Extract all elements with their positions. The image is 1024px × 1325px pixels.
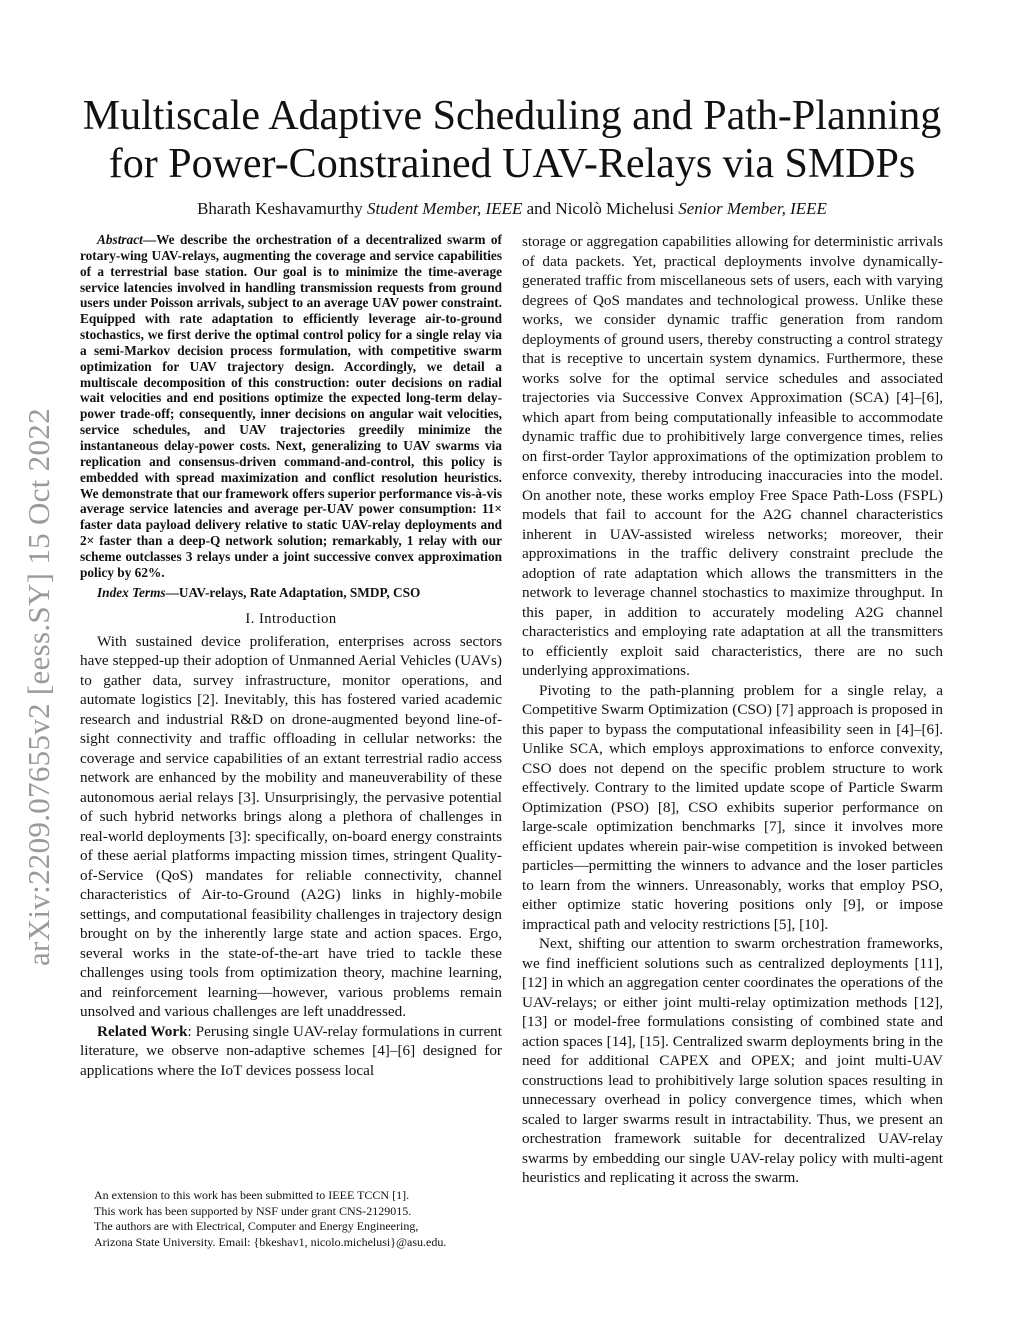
author-1-role: Student Member, IEEE [367, 199, 523, 218]
right-column [522, 232, 943, 1188]
footnotes [80, 1188, 510, 1250]
section-heading-introduction: I. Introduction [245, 610, 337, 627]
footnote-line: Arizona State University. Email: {bkeshav1, nicolo.michelusi}@asu.edu. [94, 1234, 447, 1249]
footnote-line: This work has been supported by NSF under grant CNS-2129015. [94, 1203, 412, 1218]
related-work-paragraph [80, 1022, 502, 1081]
right-paragraph-1: storage or aggregation capabilities allowing for deterministic arrivals of data packets. Yet, practical deployments involve dynamically-generated traffic from miscellaneous sets of users, each with varying degrees of QoS mandates and technological prowess. Unlike these works, we consider dynamic traffic generation from random deployments of ground users, thereby constructing a control strategy that is receptive to uncertain system dynamics. Furthermore, these works solve for the optimal service schedules and associated trajectories via Successive Convex Approximation (SCA) [4]–[6], which apart from being computationally infeasible to accommodate dynamic traffic due to prohibitively large convergence times, relies on first-order Taylor approximations of the optimization problem to enforce convexity, thereby introducing inaccuracies into the model. On another note, these works employ Free Space Path-Loss (FSPL) models that fail to account for the A2G channel characteristics inherent in UAV-assisted wireless networks; moreover, their approximations in the traffic delivery constraint preclude the adoption of rate adaptation which allows the transmitters in the network to leverage channel stochastics to maximize throughput. In this paper, in addition to accurately modeling A2G channel characteristics and employing rate adaptation at all the transmitters to efficiently exploit said characteristics, there are no such underlying approximations. [522, 233, 943, 679]
abstract: Abstract—We describe the orchestration of a decentralized swarm of rotary-wing UAV-relays, augmenting the coverage and service capabilities of a terrestrial base station. Our goal is to minimize the time-average service latencies involved in handling transmission requests from ground users under Poisson arrivals, subject to an average UAV power constraint. Equipped with rate adaptation to efficiently leverage air-to-ground stochastics, we first derive the optimal control policy for a single relay via a semi-Markov decision process formulation, with competitive swarm optimization for UAV trajectory design. Accordingly, we detail a multiscale decomposition of this construction: outer decisions on radial wait velocities and end positions optimize the expected long-term delay-power trade-off; consequently, inner decisions on angular wait velocities, service schedules, and UAV trajectories greedily minimize the instantaneous delay-power costs. Next, generalizing to UAV swarms via replication and consensus-driven command-and-control, this policy is embedded with spread maximization and conflict resolution heuristics. We demonstrate that our framework offers superior performance vis-à-vis average service latencies and average per-UAV power consumption: 11× faster data payload delivery relative to static UAV-relay deployments and 2× faster than a deep-Q network solution; remarkably, 1 relay with our scheme outclasses 3 relays under a joint successive convex approximation policy by 62%. [80, 232, 502, 580]
related-work-text: : Perusing single UAV-relay formulations in current literature, we observe non-adaptive schemes [4]–[6] designed for applications where the IoT devices possess local [80, 1022, 502, 1079]
author-2-name: Nicolò Michelusi [555, 199, 674, 218]
left-column [80, 232, 502, 1080]
paper-title [60, 92, 964, 188]
author-line [60, 198, 964, 220]
author-1-name: Bharath Keshavamurthy [197, 199, 363, 218]
index-terms-text: UAV-relays, Rate Adaptation, SMDP, CSO [178, 584, 421, 600]
index-terms-label: Index Terms [97, 584, 166, 600]
abstract-text: We describe the orchestration of a decentralized swarm of rotary-wing UAV-relays, augmenting the coverage and service capabilities of a terrestrial base station. Our goal is to minimize the time-average service latencies involved in handling transmission requests from ground users under Poisson arrivals, subject to an average UAV power constraint. Equipped with rate adaptation to efficiently leverage air-to-ground stochastics, we first derive the optimal control policy for a single relay via a semi-Markov decision process formulation, with competitive swarm optimization for UAV trajectory design. Accordingly, we detail a multiscale decomposition of this construction: outer decisions on radial wait velocities and end positions optimize the expected long-term delay-power trade-off; consequently, inner decisions on angular wait velocities, service schedules, and UAV trajectories greedily minimize the instantaneous delay-power costs. Next, generalizing to UAV swarms via replication and consensus-driven command-and-control, this policy is embedded with spread maximization and conflict resolution heuristics. We demonstrate that our framework offers superior performance vis-à-vis average service latencies and average per-UAV power consumption: 11× faster data payload delivery relative to static UAV-relay deployments and 2× faster than a deep-Q network solution; remarkably, 1 relay with our scheme outclasses 3 relays under a joint successive convex approximation policy by 62%. [80, 232, 502, 580]
right-paragraph-3: Next, shifting our attention to swarm orchestration frameworks, we find inefficient solutions such as centralized deployments [11], [12] in which an aggregation center coordinates the operations of the UAV-relays; or either joint multi-relay optimization methods [12], [13] or model-free formulations consisting of combined state and action spaces [14], [15]. Centralized swarm deployments bring in the need for additional CAPEX and OPEX; and joint multi-UAV constructions lead to prohibitively large solution spaces resulting in unnecessary overhead in policy convergence times, which when scaled to larger swarms result in intractability. Thus, we present an orchestration framework suitable for decentralized UAV-relay swarms by embedding our single UAV-relay policy with multi-agent heuristics and replicating it across the swarm. [522, 935, 943, 1186]
title-line-2: for Power-Constrained UAV-Relays via SMDPs [108, 141, 916, 187]
index-terms: Index Terms—UAV-relays, Rate Adaptation, SMDP, CSO [97, 584, 421, 600]
intro-paragraph-1: With sustained device proliferation, enterprises across sectors have stepped-up their adoption of Unmanned Aerial Vehicles (UAVs) to gather data, survey infrastructure, monitor operations, and automate logistics [2]. Inevitably, this has fostered varied academic research and industrial R&D on drone-augmented beyond line-of-sight connectivity and traffic offloading in cellular networks: the coverage and service capabilities of an extant terrestrial radio access network are enhanced by the mobility and maneuverability of these autonomous aerial relays [3]. Unsurprisingly, the pervasive potential of such hybrid networks brings along a plethora of challenges in real-world deployments [3]: specifically, on-board energy constraints of these aerial platforms impacting mission times, stringent Quality-of-Service (QoS) mandates for reliable connectivity, channel characteristics of Air-to-Ground (A2G) links in highly-mobile settings, and computational feasibility challenges in trajectory design brought on by the inherently large state and action spaces. Ergo, several works in the state-of-the-art have tried to tackle these challenges using tools from optimization theory, machine learning, and reinforcement learning—however, various problems remain unsolved and various challenges are left unaddressed. [80, 632, 502, 1021]
title-line-1: Multiscale Adaptive Scheduling and Path-Planning [82, 93, 942, 139]
footnote-line: The authors are with Electrical, Computer and Energy Engineering, [94, 1219, 419, 1233]
arxiv-identifier: arXiv:2209.07655v2 [eess.SY] 15 Oct 2022 [21, 408, 56, 966]
right-paragraph-2: Pivoting to the path-planning problem for a single relay, a Competitive Swarm Optimization (CSO) [7] approach is proposed in this paper to bypass the computational infeasibility seen in [4]–[6]. Unlike SCA, which employs approximations to enforce convexity, CSO does not depend on the specific problem structure to work effectively. Contrary to the limited update scope of Particle Swarm Optimization (PSO) [8], CSO exhibits superior performance on large-scale optimization benchmarks [7], since it involves more efficient updates wherein pair-wise competition is invoked between particles—permitting the winners to advance and the loser particles to learn from the winners. Unreasonably, works that employ PSO, either optimize static hovering positions only [9], or impose impractical path and velocity restrictions [5], [10]. [522, 681, 943, 933]
author-conjunction: and [526, 199, 552, 218]
footnote-line: An extension to this work has been submitted to IEEE TCCN [1]. [94, 1188, 410, 1202]
related-work-label: Related Work [97, 1022, 188, 1040]
author-2-role: Senior Member, IEEE [678, 199, 827, 218]
abstract-label: Abstract [97, 232, 143, 247]
